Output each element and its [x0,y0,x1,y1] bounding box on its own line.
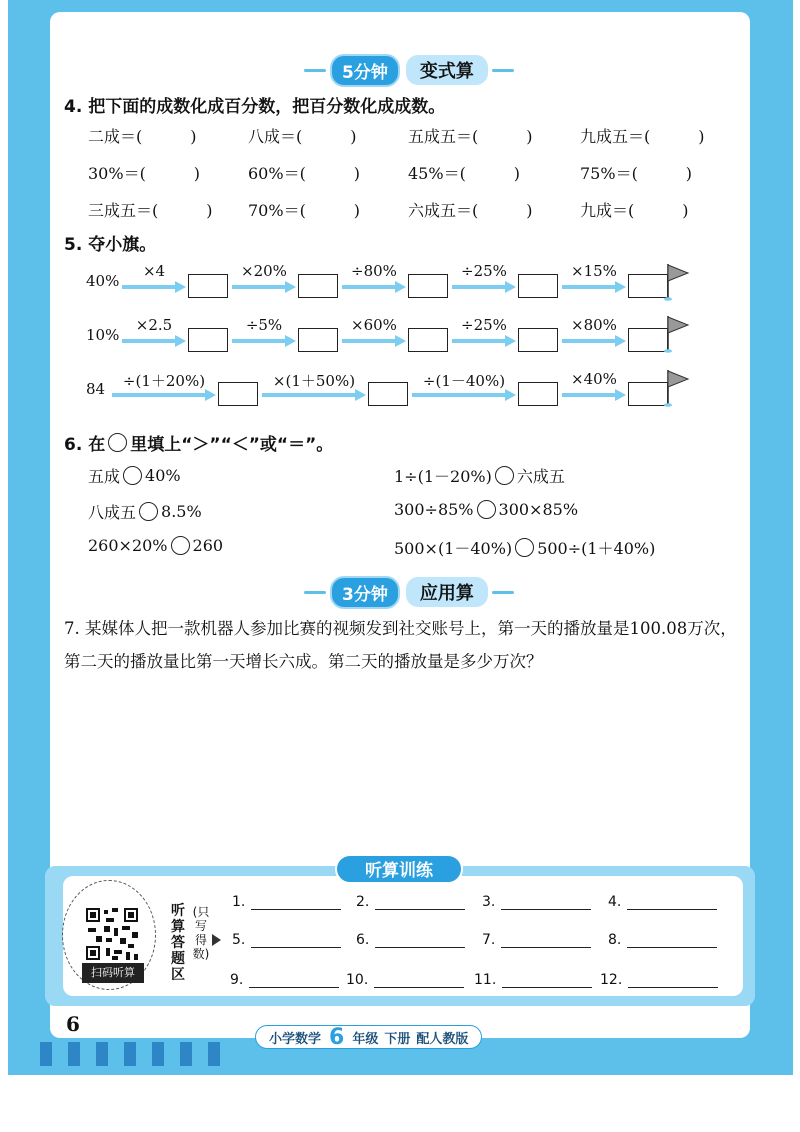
compare-left: 300÷85% [394,500,474,519]
footer-volume: 下册 [384,1031,411,1047]
compare-circle[interactable] [515,538,534,557]
footer-badge [255,1025,482,1049]
compare-left: 八成五 [88,503,137,522]
chain-operation: ×60% [351,316,397,334]
header-dash-right [492,591,514,594]
flag-icon [664,368,690,408]
compare-circle[interactable] [139,502,158,521]
footer-grade-number: 6 [329,1024,345,1050]
question-7-text: 7. 某媒体人把一款机器人参加比赛的视频发到社交账号上，第一天的播放量是100.08万次，第二天的播放量比第一天增长六成。第二天的播放量是多少万次？ [64,619,737,671]
listening-answer-3[interactable]: 3. [482,894,591,910]
header-dash-left [304,591,326,594]
answer-box[interactable] [188,274,228,298]
chain-start: 84 [86,380,106,398]
header-dash-right [492,69,514,72]
answer-area-note: (只写得数) [192,905,210,961]
triangle-right-icon [212,934,221,946]
q6-title-post: 里填上“＞”“＜”或“＝”。 [130,435,334,455]
arrow-icon [562,338,626,344]
listening-answer-11[interactable]: 11. [474,972,592,988]
answer-box[interactable] [298,328,338,352]
question-5-title: 5. 夺小旗。 [64,235,157,255]
compare-row [88,464,181,487]
answer-box[interactable] [518,382,558,406]
arrow-icon [232,284,296,290]
compare-circle[interactable] [123,466,142,485]
answer-box[interactable] [518,328,558,352]
section-label: 变式算 [406,55,488,85]
answer-box[interactable] [368,382,408,406]
compare-row [88,536,223,555]
compare-circle[interactable] [171,536,190,555]
chain-start: 10% [86,326,120,344]
compare-left: 1÷(1－20%) [394,467,492,486]
q4-item: 三成五＝( ) [88,201,213,220]
arrow-icon [452,338,516,344]
section-label: 应用算 [406,577,488,607]
compare-right: 六成五 [516,467,565,486]
arrow-icon [112,392,216,398]
q4-item: 八成＝( ) [248,127,357,146]
chain-operation: ÷(1＋20%) [122,372,206,390]
arrow-icon [342,284,406,290]
listening-answer-2[interactable]: 2. [356,894,465,910]
answer-box[interactable] [628,382,668,406]
q4-item: 70%＝( ) [248,201,361,220]
flag-chain-3 [86,372,696,406]
arrow-icon [412,392,516,398]
answer-box[interactable] [518,274,558,298]
compare-right: 500÷(1＋40%) [537,539,656,558]
flag-icon [664,262,690,302]
q4-item: 九成＝( ) [580,201,689,220]
footer-subject: 小学数学 [269,1031,322,1047]
compare-circle[interactable] [495,466,514,485]
listening-title: 听算训练 [335,854,463,884]
question-6-title [64,430,333,455]
flag-icon [664,314,690,354]
listening-answer-7[interactable]: 7. [482,932,591,948]
answer-box[interactable] [628,328,668,352]
compare-row [88,500,202,523]
flag-chain-2 [86,318,696,352]
listening-answer-4[interactable]: 4. [608,894,717,910]
compare-right: 260 [192,536,224,555]
decorative-stripes [40,1040,240,1068]
q6-title-pre: 6. 在 [64,435,106,455]
listening-answer-1[interactable]: 1. [232,894,341,910]
compare-circle[interactable] [477,500,496,519]
chain-start: 40% [86,272,120,290]
listening-answer-6[interactable]: 6. [356,932,465,948]
chain-operation: ÷80% [351,262,397,280]
chain-operation: ×40% [571,370,617,388]
listening-answer-8[interactable]: 8. [608,932,717,948]
compare-right: 300×85% [498,500,579,519]
page-number: 6 [66,1012,80,1036]
chain-operation: ×80% [571,316,617,334]
section-time-badge: 3分钟 [330,576,400,609]
footer-grade: 年级 [352,1031,379,1047]
section-time-badge: 5分钟 [330,54,400,87]
arrow-icon [342,338,406,344]
answer-box[interactable] [628,274,668,298]
q4-item: 二成＝( ) [88,127,197,146]
compare-right: 40% [145,466,181,485]
answer-box[interactable] [408,274,448,298]
compare-row [394,464,565,487]
answer-area-label: 听算答题区 [171,903,185,983]
compare-row [394,500,578,519]
compare-left: 500×(1－40%) [394,539,513,558]
arrow-icon [452,284,516,290]
answer-box[interactable] [408,328,448,352]
arrow-icon [562,392,626,398]
arrow-icon [122,338,186,344]
chain-operation: ÷25% [461,262,507,280]
compare-left: 五成 [88,467,121,486]
question-4-title: 4. 把下面的成数化成百分数，把百分数化成成数。 [64,97,446,117]
answer-box[interactable] [298,274,338,298]
chain-operation: ×(1＋50%) [272,372,356,390]
listening-answer-10[interactable]: 10. [346,972,464,988]
chain-operation: ÷5% [245,316,283,334]
q4-item: 九成五＝( ) [580,127,705,146]
section-header-application [300,578,518,606]
circle-icon [108,433,127,452]
arrow-icon [562,284,626,290]
qr-scan-label: 扫码听算 [82,963,144,983]
q4-item: 五成五＝( ) [408,127,533,146]
chain-operation: ×4 [142,262,166,280]
compare-row [394,536,655,559]
q4-item: 45%＝( ) [408,164,521,183]
footer-edition: 配人教版 [416,1031,469,1047]
q4-item: 30%＝( ) [88,164,201,183]
listening-answer-5[interactable]: 5. [232,932,341,948]
qr-code-icon[interactable] [84,906,140,962]
chain-operation: ×2.5 [135,316,173,334]
listening-answer-12[interactable]: 12. [600,972,718,988]
arrow-icon [232,338,296,344]
chain-operation: ÷25% [461,316,507,334]
compare-left: 260×20% [88,536,168,555]
chain-operation: ×20% [241,262,287,280]
q4-item: 75%＝( ) [580,164,693,183]
chain-operation: ÷(1－40%) [422,372,506,390]
arrow-icon [262,392,366,398]
arrow-icon [122,284,186,290]
answer-box[interactable] [188,328,228,352]
answer-box[interactable] [218,382,258,406]
flag-chain-1 [86,264,696,298]
q4-item: 六成五＝( ) [408,201,533,220]
section-header-variation [300,56,518,84]
chain-operation: ×15% [571,262,617,280]
question-4-grid [88,124,748,221]
header-dash-left [304,69,326,72]
compare-right: 8.5% [161,502,202,521]
q4-item: 60%＝( ) [248,164,361,183]
listening-answer-9[interactable]: 9. [230,972,339,988]
